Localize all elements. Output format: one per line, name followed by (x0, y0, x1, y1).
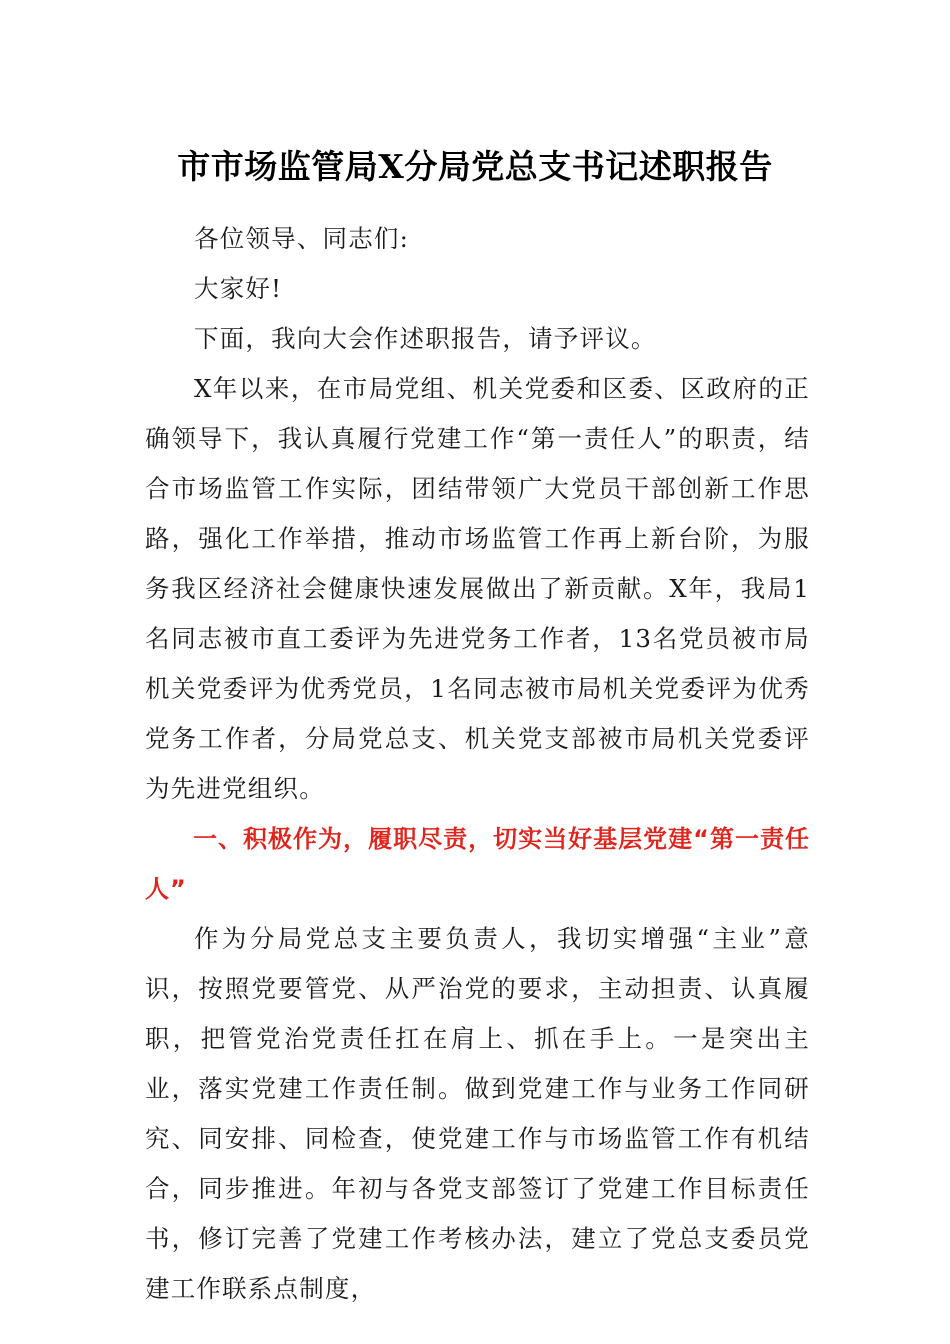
salutation: 各位领导、同志们: (194, 224, 410, 253)
greeting: 大家好! (194, 274, 283, 303)
section-heading: 一、积极作为，履职尽责，切实当好基层党建“第一责任人” (145, 825, 810, 903)
summary-paragraph: X年以来，在市局党组、机关党委和区委、区政府的正确领导下，我认真履行党建工作“第一责任人”的职责，结合市场监管工作实际，团结带领广大党员干部创新工作思路，强化工作举措，推动市场监管工作再上新台阶，为服务我区经济社会健康快速发展做出了新贡献。X年，我局1名同志被市直工委评为先进党务工作者，13名党员被市局机关党委评为优秀党员，1名同志被市局机关党委评为优秀党务工作者，分局党总支、机关党支部被市局机关党委评为先进党组织。 (145, 374, 810, 803)
document-title: 市市场监管局X分局党总支书记述职报告 (177, 147, 773, 186)
document-body (145, 214, 810, 1314)
intro-paragraph: 下面，我向大会作述职报告，请予评议。 (194, 324, 657, 353)
section-paragraph: 作为分局党总支主要负责人，我切实增强“主业”意识，按照党要管党、从严治党的要求，主动担责、认真履职，把管党治党责任扛在肩上、抓在手上。一是突出主业，落实党建工作责任制。做到党建工作与业务工作同研究、同安排、同检查，使党建工作与市场监管工作有机结合，同步推进。年初与各党支部签订了党建工作目标责任书，修订完善了党建工作考核办法，建立了党总支委员党建工作联系点制度， (145, 924, 810, 1303)
